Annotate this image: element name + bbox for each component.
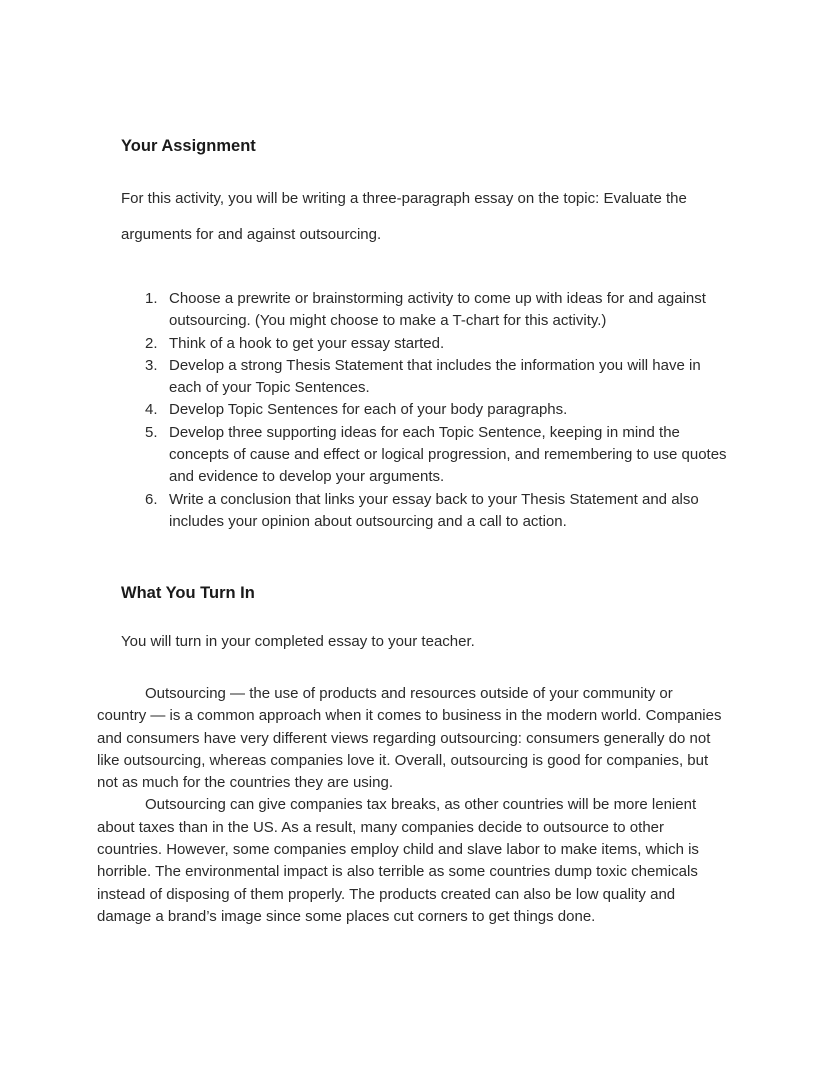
- list-item: [121, 489, 727, 534]
- list-item-number: 3.: [145, 356, 158, 374]
- list-item: [121, 333, 727, 355]
- list-item-number: 5.: [145, 423, 158, 441]
- list-item-number: 2.: [145, 334, 158, 352]
- essay-body: [97, 683, 725, 928]
- what-you-turn-in-heading: What You Turn In: [121, 584, 255, 602]
- list-item-text: Develop Topic Sentences for each of your body paragraphs.: [169, 401, 568, 419]
- list-item-number: 4.: [145, 401, 158, 419]
- turn-in-instructions: You will turn in your completed essay to your teacher.: [121, 633, 475, 650]
- list-item-text: Develop a strong Thesis Statement that includes the information you will have in each of your Topic Sentences.: [169, 356, 701, 397]
- list-item: [121, 399, 727, 421]
- list-item-number: 1.: [145, 290, 158, 307]
- assignment-intro: For this activity, you will be writing a three-paragraph essay on the topic: Evaluate the arguments for and against outsourcing.: [121, 190, 687, 243]
- list-item: [121, 355, 727, 400]
- your-assignment-heading: Your Assignment: [121, 137, 256, 155]
- list-item-text: Choose a prewrite or brainstorming activity to come up with ideas for and against outsourcing. (You might choose to make a T-chart for this activity.): [169, 290, 706, 330]
- list-item: [121, 288, 727, 333]
- list-item-number: 6.: [145, 490, 158, 508]
- list-item-text: Think of a hook to get your essay started.: [169, 334, 445, 352]
- assignment-steps-list: [121, 288, 727, 533]
- list-item-text: Write a conclusion that links your essay back to your Thesis Statement and also includes your opinion about outsourcing and a call to action.: [169, 490, 699, 530]
- essay-paragraph-1: Outsourcing — the use of products and resources outside of your community or country — is a common approach when it comes to business in the modern world. Companies and consumers have very different views regarding outsourcing: consumers generally do not like outsourcing, whereas companies love it. Overall, outsourcing is good for companies, but not as much for the countries they are using.: [97, 685, 722, 792]
- essay-paragraph-2: Outsourcing can give companies tax breaks, as other countries will be more lenient about taxes than in the US. As a result, many companies decide to outsource to other countries. However, some companies employ child and slave labor to make items, which is horrible. The environmental impact is also terrible as some countries dump toxic chemicals instead of disposing of them properly. The products created can also be low quality and damage a brand’s image since some places cut corners to get things done.: [97, 796, 699, 925]
- list-item-text: Develop three supporting ideas for each Topic Sentence, keeping in mind the concepts of cause and effect or logical progression, and remembering to use quotes and evidence to develop your arguments.: [169, 423, 727, 486]
- list-item: [121, 422, 727, 489]
